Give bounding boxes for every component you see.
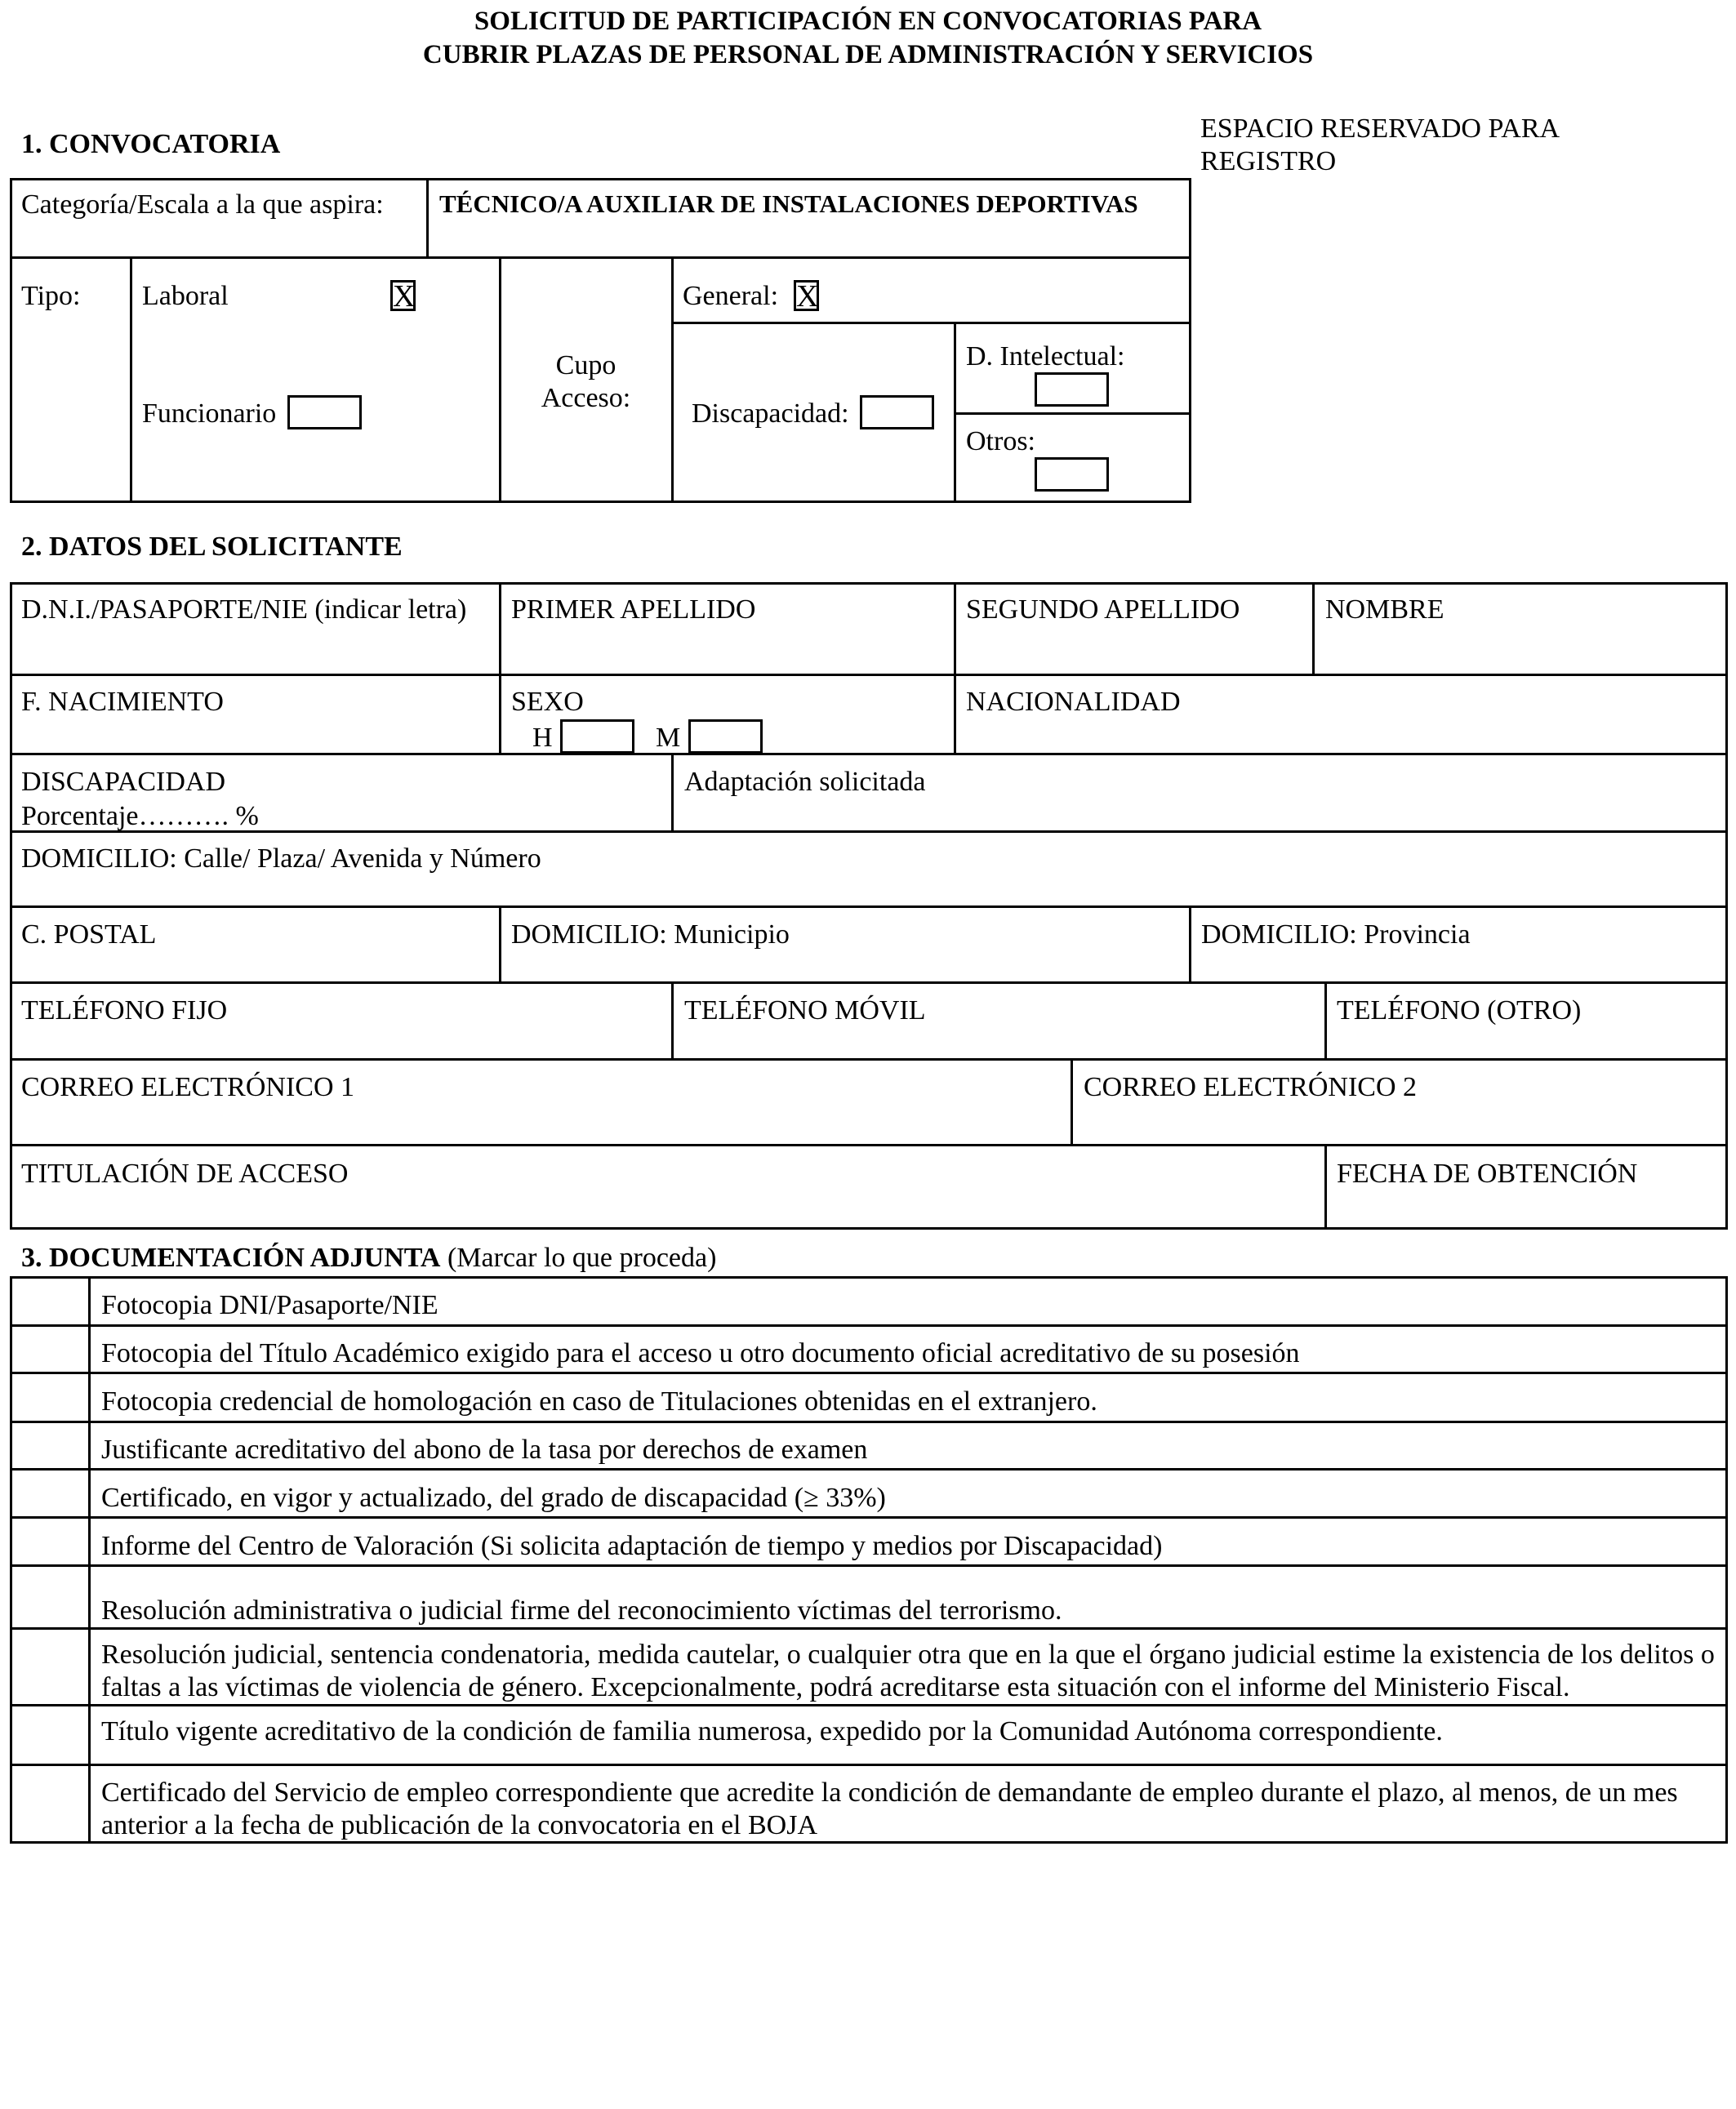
section-3-title: 3. DOCUMENTACIÓN ADJUNTA — [21, 1243, 441, 1273]
doc-checkbox-8[interactable] — [12, 1630, 88, 1704]
discapacidad-checkbox[interactable] — [860, 395, 934, 429]
fecha-obtencion-field[interactable]: FECHA DE OBTENCIÓN — [1337, 1159, 1638, 1189]
telefono-movil-field[interactable]: TELÉFONO MÓVIL — [684, 995, 926, 1026]
doc-item-9: Título vigente acreditativo de la condición de familia numerosa, expedido por la Comunidad Autónoma correspondiente. — [101, 1716, 1443, 1746]
doc-item-3: Fotocopia credencial de homologación en caso de Titulaciones obtenidas en el extranjero. — [101, 1386, 1097, 1417]
municipio-field[interactable]: DOMICILIO: Municipio — [511, 919, 790, 950]
laboral-label: Laboral — [142, 281, 229, 311]
laboral-checkbox[interactable]: X — [390, 280, 416, 311]
doc-checkbox-2[interactable] — [12, 1327, 88, 1372]
dni-field[interactable]: D.N.I./PASAPORTE/NIE (indicar letra) — [21, 594, 467, 625]
otros-label: Otros: — [966, 426, 1035, 456]
nombre-field[interactable]: NOMBRE — [1325, 594, 1444, 625]
tipo-label: Tipo: — [21, 281, 81, 311]
porcentaje-field[interactable]: Porcentaje………. % — [21, 801, 259, 831]
doc-item-2: Fotocopia del Título Académico exigido para el acceso u otro documento oficial acreditativo de su posesión — [101, 1338, 1300, 1368]
doc-item-5: Certificado, en vigor y actualizado, del grado de discapacidad (≥ 33%) — [101, 1483, 886, 1513]
funcionario-checkbox[interactable] — [287, 395, 362, 429]
correo-2-field[interactable]: CORREO ELECTRÓNICO 2 — [1084, 1072, 1417, 1102]
page-title-line-2: CUBRIR PLAZAS DE PERSONAL DE ADMINISTRACIÓN Y SERVICIOS — [422, 40, 1314, 69]
primer-apellido-field[interactable]: PRIMER APELLIDO — [511, 594, 756, 625]
titulacion-field[interactable]: TITULACIÓN DE ACCESO — [21, 1159, 349, 1189]
doc-item-7: Resolución administrativa o judicial firme del reconocimiento víctimas del terrorismo. — [101, 1595, 1062, 1626]
registro-space-label: ESPACIO RESERVADO PARA REGISTRO — [1200, 113, 1559, 176]
general-checkbox[interactable]: X — [794, 280, 819, 311]
sexo-label: SEXO — [511, 687, 584, 717]
doc-checkbox-3[interactable] — [12, 1374, 88, 1421]
correo-1-field[interactable]: CORREO ELECTRÓNICO 1 — [21, 1072, 354, 1102]
doc-checkbox-1[interactable] — [12, 1279, 88, 1324]
general-label: General: — [683, 281, 779, 311]
section-2-heading: 2. DATOS DEL SOLICITANTE — [21, 532, 403, 562]
nacionalidad-field[interactable]: NACIONALIDAD — [966, 687, 1181, 717]
doc-checkbox-7[interactable] — [12, 1567, 88, 1627]
adaptacion-field[interactable]: Adaptación solicitada — [684, 767, 926, 797]
doc-item-8: Resolución judicial, sentencia condenatoria, medida cautelar, o cualquier otra que en la que el órgano judicial estime la existencia de los delitos o faltas a las víctimas de violencia de género. Excepcionalmente, podrá acreditarse esta situación con el informe del Ministerio Fiscal. — [101, 1640, 1715, 1702]
cupo-label: Cupo — [555, 350, 617, 380]
section-3-heading — [21, 1242, 716, 1275]
doc-checkbox-5[interactable] — [12, 1471, 88, 1516]
section-1-heading: 1. CONVOCATORIA — [21, 129, 281, 159]
categoria-value: TÉCNICO/A AUXILIAR DE INSTALACIONES DEPORTIVAS — [439, 189, 1138, 218]
doc-item-1: Fotocopia DNI/Pasaporte/NIE — [101, 1290, 438, 1320]
segundo-apellido-field[interactable]: SEGUNDO APELLIDO — [966, 594, 1240, 625]
discapacidad-field[interactable]: DISCAPACIDAD — [21, 767, 226, 797]
doc-checkbox-9[interactable] — [12, 1706, 88, 1764]
section-3-note: (Marcar lo que proceda) — [447, 1243, 717, 1273]
funcionario-label: Funcionario — [142, 398, 277, 429]
doc-item-6: Informe del Centro de Valoración (Si solicita adaptación de tiempo y medios por Discapacidad) — [101, 1531, 1163, 1561]
doc-checkbox-6[interactable] — [12, 1519, 88, 1564]
sexo-m-label: M — [656, 723, 681, 753]
categoria-label: Categoría/Escala a la que aspira: — [21, 189, 384, 220]
telefono-otro-field[interactable]: TELÉFONO (OTRO) — [1337, 995, 1582, 1026]
intelectual-label: D. Intelectual: — [966, 341, 1125, 372]
acceso-label: Acceso: — [541, 383, 631, 413]
provincia-field[interactable]: DOMICILIO: Provincia — [1201, 919, 1471, 950]
sexo-m-checkbox[interactable] — [688, 719, 763, 754]
doc-checkbox-10[interactable] — [12, 1766, 88, 1844]
otros-checkbox[interactable] — [1035, 457, 1109, 492]
nacimiento-field[interactable]: F. NACIMIENTO — [21, 687, 224, 717]
sexo-h-checkbox[interactable] — [560, 719, 634, 754]
doc-checkbox-4[interactable] — [12, 1423, 88, 1468]
discapacidad-cupo-label: Discapacidad: — [692, 398, 849, 429]
intelectual-checkbox[interactable] — [1035, 372, 1109, 407]
domicilio-field[interactable]: DOMICILIO: Calle/ Plaza/ Avenida y Número — [21, 843, 541, 874]
cpostal-field[interactable]: C. POSTAL — [21, 919, 157, 950]
doc-item-4: Justificante acreditativo del abono de la tasa por derechos de examen — [101, 1435, 868, 1465]
doc-item-10: Certificado del Servicio de empleo correspondiente que acredite la condición de demandante de empleo durante el plazo, al menos, de un mes anterior a la fecha de publicación de la convocatoria en el BOJA — [101, 1778, 1678, 1840]
telefono-fijo-field[interactable]: TELÉFONO FIJO — [21, 995, 228, 1026]
sexo-h-label: H — [532, 723, 553, 753]
page-title-line-1: SOLICITUD DE PARTICIPACIÓN EN CONVOCATORIAS PARA — [474, 7, 1262, 36]
